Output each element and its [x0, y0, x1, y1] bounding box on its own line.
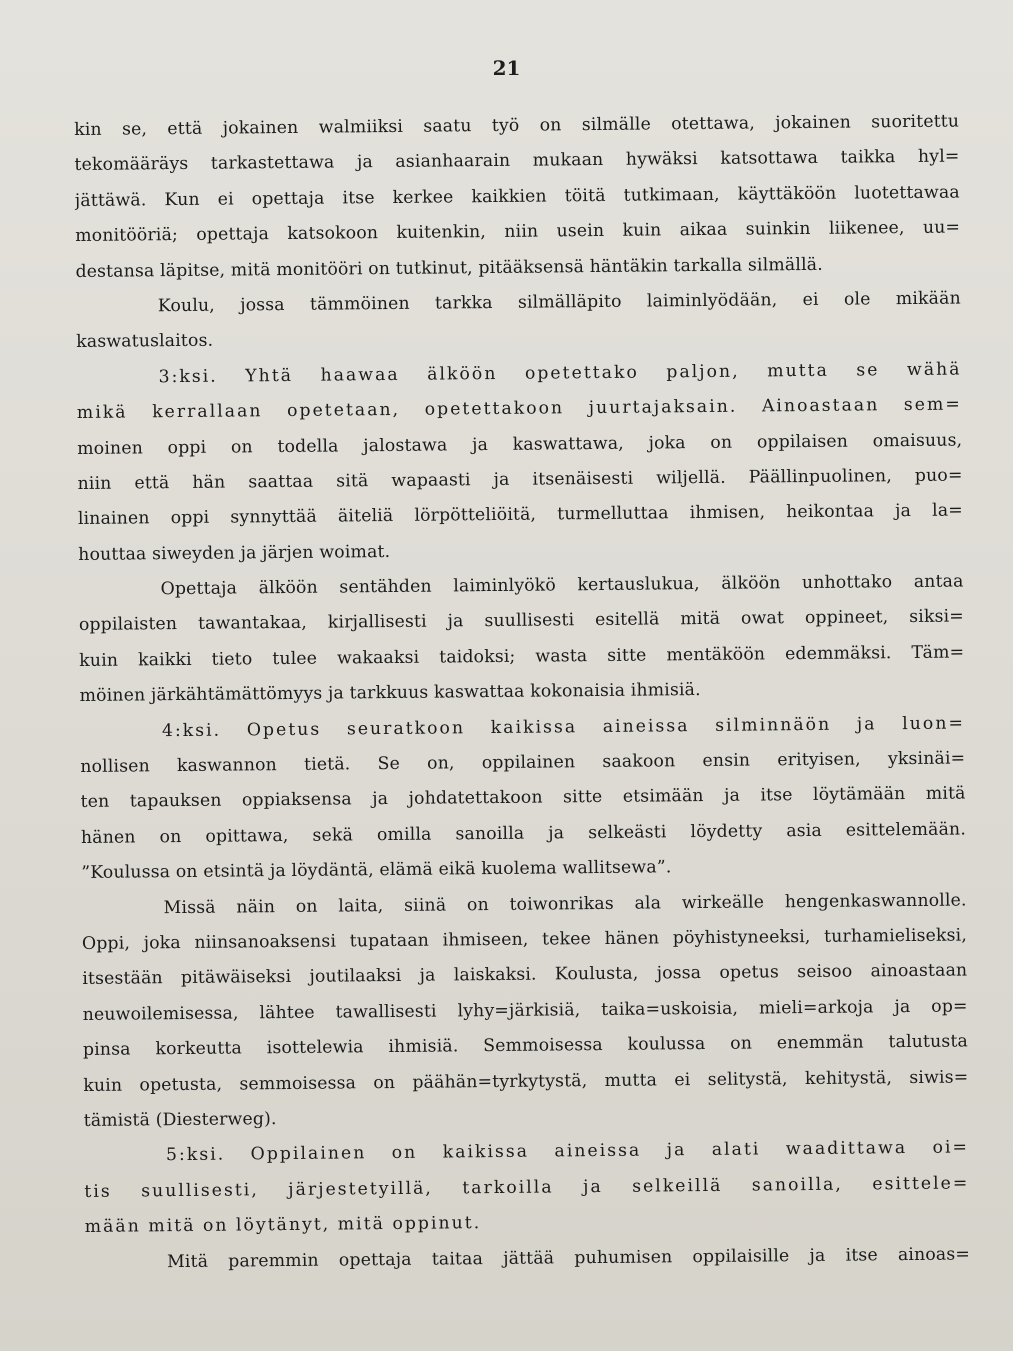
- text-line: kin se, että jokainen walmiiksi saatu työ on silmälle otettawa, jokainen suoritettu: [74, 111, 960, 140]
- text-line: ”Koulussa on etsintä ja löydäntä, elämä eikä kuolema wallitsewa”.: [81, 857, 672, 884]
- text-line: oppilaisten tawantakaa, kirjallisesti ja suullisesti esitellä mitä owat oppineet, siksi=: [78, 606, 964, 636]
- text-line: hänen on opittawa, sekä omilla sanoilla ja selkeästi löydetty asia esittelemään.: [80, 819, 967, 848]
- text-line: tekomääräys tarkastettawa ja asianhaarain mukaan hywäksi katsottawa taikka hyl=: [74, 146, 960, 176]
- page-number: 21: [492, 56, 521, 80]
- text-line: Koulu, jossa tämmöinen tarkka silmälläpito laiminlyödään, ei ole mikään: [157, 288, 961, 317]
- text-line: Oppi, joka niinsanoaksensi tupataan ihmiseen, tekee hänen pöyhistyneeksi, turhamieliseksi,: [81, 925, 968, 954]
- text-line: Missä näin on laita, siinä on toiwonrikas ala wirkeälle hengenkaswannolle.: [163, 890, 967, 918]
- text-line: 5:ksi. Oppilainen on kaikissa aineissa ja alati waadittawa oi=: [165, 1137, 970, 1166]
- text-line: niin että hän saattaa sitä wapaasti ja itsenäisesti wiljellä. Päällinpuolinen, puo=: [77, 465, 963, 494]
- text-line: Mitä paremmin opettaja taitaa jättää puhumisen oppilaisille ja itse ainoas=: [166, 1243, 971, 1272]
- text-line: monitööriä; opettaja katsokoon kuitenkin, niin usein kuin aikaa suinkin liikenee, uu=: [75, 217, 961, 247]
- body-text: [74, 105, 970, 1281]
- text-line: kaswatuslaitos.: [76, 331, 214, 353]
- text-line: 3:ksi. Yhtä haawaa älköön opetettako paljon, mutta se wähä: [158, 359, 962, 387]
- text-line: neuwoilemisessa, lähtee tawallisesti lyhy=järkisiä, taika=uskoisia, mieli=arkoja ja op=: [82, 996, 968, 1025]
- text-line: tis suullisesti, järjestetyillä, tarkoilla ja selkeillä sanoilla, esittele=: [84, 1173, 970, 1202]
- text-line: linainen oppi synnyttää äiteliä lörpötteliöitä, turmelluttaa ihmisen, heikontaa ja la=: [77, 500, 963, 530]
- text-line: itsestään pitäwäiseksi joutilaaksi ja laiskaksi. Koulusta, jossa opetus seisoo ainoastaan: [82, 960, 968, 990]
- text-line: mikä kerrallaan opetetaan, opetettakoon juurtajaksain. Ainoastaan sem=: [76, 394, 962, 424]
- text-line: tämistä (Diesterweg).: [83, 1109, 277, 1131]
- text-line: Opettaja älköön sentähden laiminlyökö kertauslukua, älköön unhottako antaa: [160, 571, 964, 600]
- text-line: 4:ksi. Opetus seuratkoon kaikissa aineissa silminnäön ja luon=: [161, 713, 965, 741]
- text-line: jättäwä. Kun ei opettaja itse kerkee kaikkien töitä tutkimaan, käyttäköön luotettawaa: [74, 182, 960, 211]
- text-line: kuin opetusta, semmoisessa on päähän=tyrkytystä, mutta ei selitystä, kehitystä, siwis=: [83, 1067, 969, 1096]
- text-line: moinen oppi on todella jalostawa ja kaswattawa, joka on oppilaisen omaisuus,: [77, 430, 963, 459]
- text-line: möinen järkähtämättömyys ja tarkkuus kaswattaa kokonaisia ihmisiä.: [79, 680, 701, 707]
- text-line: kuin kaikki tieto tulee wakaaksi taidoksi; wasta sitte mentäköön edemmäksi. Täm=: [79, 642, 965, 671]
- text-line: ten tapauksen oppiaksensa ja johdatettakoon sitte etsimään ja itse löytämään mitä: [80, 783, 966, 813]
- text-line: mään mitä on löytänyt, mitä oppinut.: [84, 1213, 482, 1238]
- text-line: houttaa siweyden ja järjen woimat.: [78, 541, 391, 565]
- text-line: nollisen kaswannon tietä. Se on, oppilainen saakoon ensin erityisen, yksinäi=: [80, 748, 966, 778]
- text-line: destansa läpitse, mitä monitööri on tutkinut, pitääksensä häntäkin tarkalla silmällä.: [75, 254, 823, 282]
- text-line: pinsa korkeutta isottelewia ihmisiä. Semmoisessa koulussa on enemmän talutusta: [82, 1031, 969, 1061]
